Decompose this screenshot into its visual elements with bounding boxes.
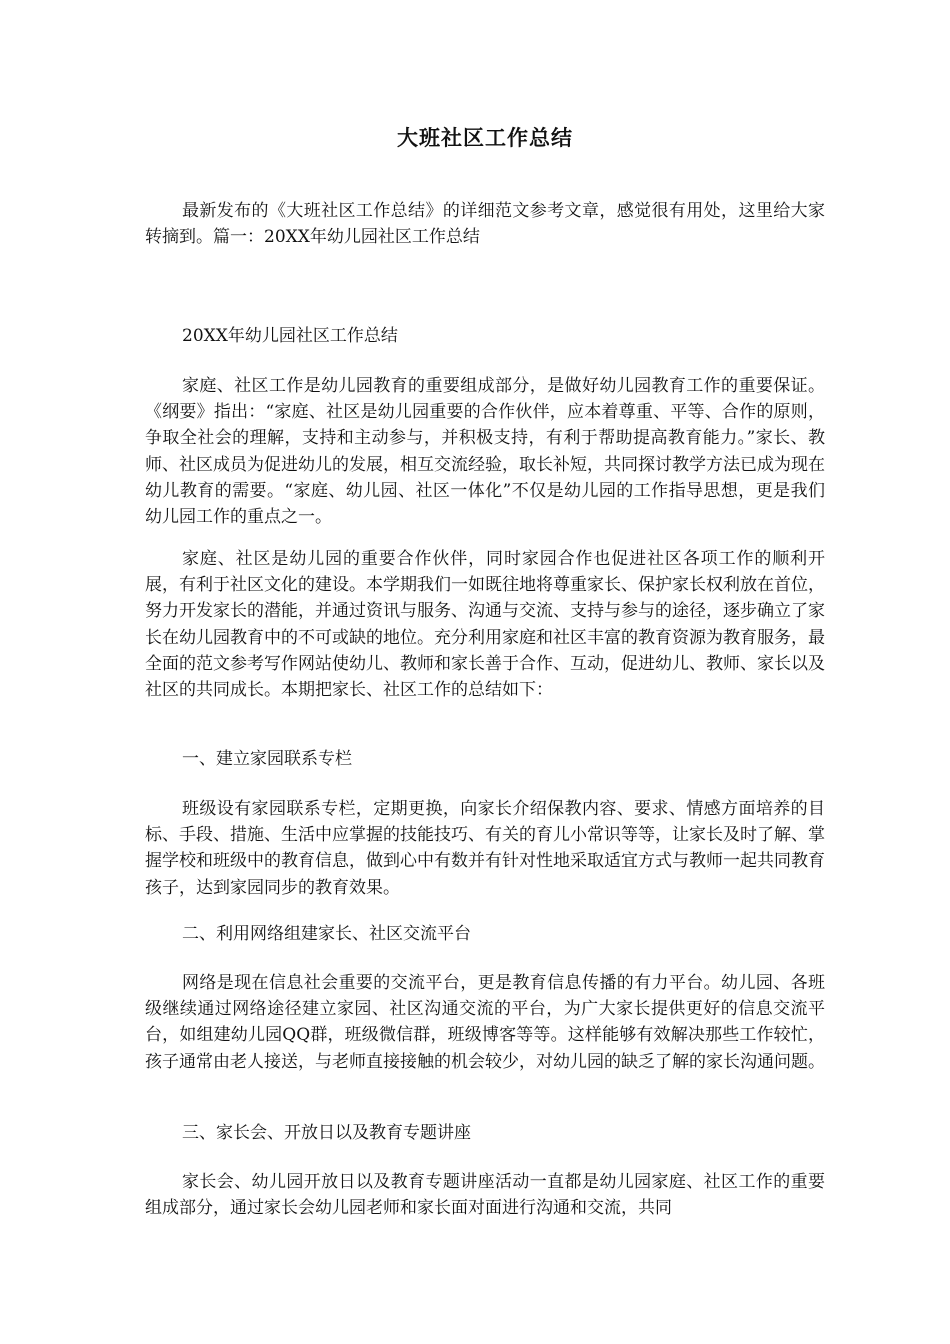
subtitle-heading: 20XX年幼儿园社区工作总结 <box>182 326 398 346</box>
paragraph-1: 家庭、社区工作是幼儿园教育的重要组成部分，是做好幼儿园教育工作的重要保证。《纲要》指出：“家庭、社区是幼儿园重要的合作伙伴，应本着尊重、平等、合作的原则，争取全社会的理解，支持和主动参与，并积极支持，有利于帮助提高教育能力。”家长、教师、社区成员为促进幼儿的发展，相互交流经验，取长补短，共同探讨教学方法已成为现在幼儿教育的需要。“家庭、幼儿园、社区一体化”不仅是幼儿园的工作指导思想，更是我们幼儿园工作的重点之一。 <box>145 376 825 528</box>
section-3-body: 家长会、幼儿园开放日以及教育专题讲座活动一直都是幼儿园家庭、社区工作的重要组成部分，通过家长会幼儿园老师和家长面对面进行沟通和交流，共同 <box>145 1172 825 1219</box>
document-title: 大班社区工作总结 <box>397 125 573 150</box>
section-2-body: 网络是现在信息社会重要的交流平台，更是教育信息传播的有力平台。幼儿园、各班级继续通过网络途径建立家园、社区沟通交流的平台，为广大家长提供更好的信息交流平台，如组建幼儿园QQ群，班级微信群，班级博客等等。这样能够有效解决那些工作较忙，孩子通常由老人接送，与老师直接接触的机会较少，对幼儿园的缺乏了解的家长沟通问题。 <box>145 973 825 1072</box>
paragraph-2: 家庭、社区是幼儿园的重要合作伙伴，同时家园合作也促进社区各项工作的顺利开展，有利于社区文化的建设。本学期我们一如既往地将尊重家长、保护家长权利放在首位，努力开发家长的潜能，并通过资讯与服务、沟通与交流、支持与参与的途径，逐步确立了家长在幼儿园教育中的不可或缺的地位。充分利用家庭和社区丰富的教育资源为教育服务，最全面的范文参考写作网站使幼儿、教师和家长善于合作、互动，促进幼儿、教师、家长以及社区的共同成长。本期把家长、社区工作的总结如下： <box>145 549 825 701</box>
section-1-heading: 一、建立家园联系专栏 <box>182 749 352 769</box>
intro-paragraph: 最新发布的《大班社区工作总结》的详细范文参考文章，感觉很有用处，这里给大家转摘到。篇一：20XX年幼儿园社区工作总结 <box>145 201 825 248</box>
section-1-body: 班级设有家园联系专栏，定期更换，向家长介绍保教内容、要求、情感方面培养的目标、手段、措施、生活中应掌握的技能技巧、有关的育儿小常识等等，让家长及时了解、掌握学校和班级中的教育信息，做到心中有数并有针对性地采取适宜方式与教师一起共同教育孩子，达到家园同步的教育效果。 <box>145 799 825 898</box>
section-2-heading: 二、利用网络组建家长、社区交流平台 <box>182 924 471 944</box>
section-3-heading: 三、家长会、开放日以及教育专题讲座 <box>182 1123 471 1143</box>
